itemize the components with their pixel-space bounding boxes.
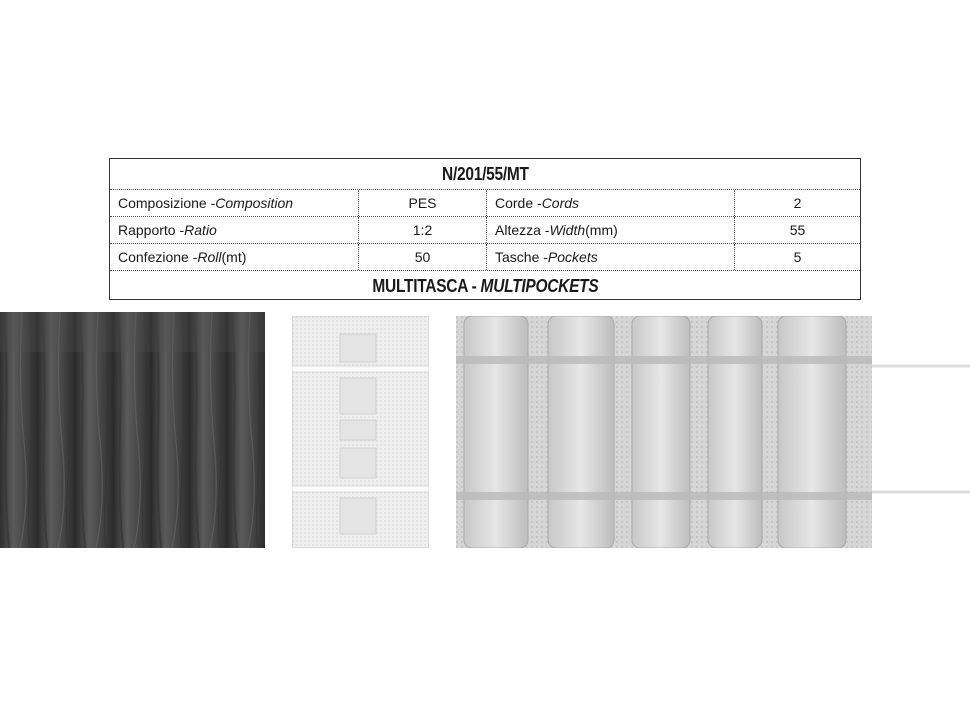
spec-value: 5 bbox=[734, 244, 860, 270]
spec-label: Tasche - Pockets bbox=[486, 244, 734, 270]
spec-label: Composizione - Composition bbox=[118, 195, 294, 211]
spec-table bbox=[109, 158, 861, 300]
tape-detail-photo bbox=[292, 316, 429, 548]
spec-value: PES bbox=[358, 190, 486, 216]
table-row bbox=[110, 190, 860, 217]
table-title-row bbox=[110, 159, 860, 190]
spec-value: 1:2 bbox=[358, 217, 486, 243]
table-row bbox=[110, 244, 860, 271]
spec-value: 50 bbox=[358, 244, 486, 270]
curtain-photo bbox=[0, 312, 265, 548]
spec-label: Altezza - Width (mm) bbox=[486, 217, 734, 243]
pleated-tape-photo bbox=[456, 316, 970, 548]
spec-label: Rapporto - Ratio bbox=[118, 222, 217, 238]
spec-value: 2 bbox=[734, 190, 860, 216]
spec-label: Confezione - Roll (mt) bbox=[118, 249, 247, 265]
product-name: MULTITASCA - MULTIPOCKETS bbox=[371, 275, 599, 296]
spec-label: Corde - Cords bbox=[486, 190, 734, 216]
table-row bbox=[110, 217, 860, 244]
spec-value: 55 bbox=[734, 217, 860, 243]
table-footer-row bbox=[110, 271, 860, 301]
product-code: N/201/55/MT bbox=[441, 163, 529, 184]
